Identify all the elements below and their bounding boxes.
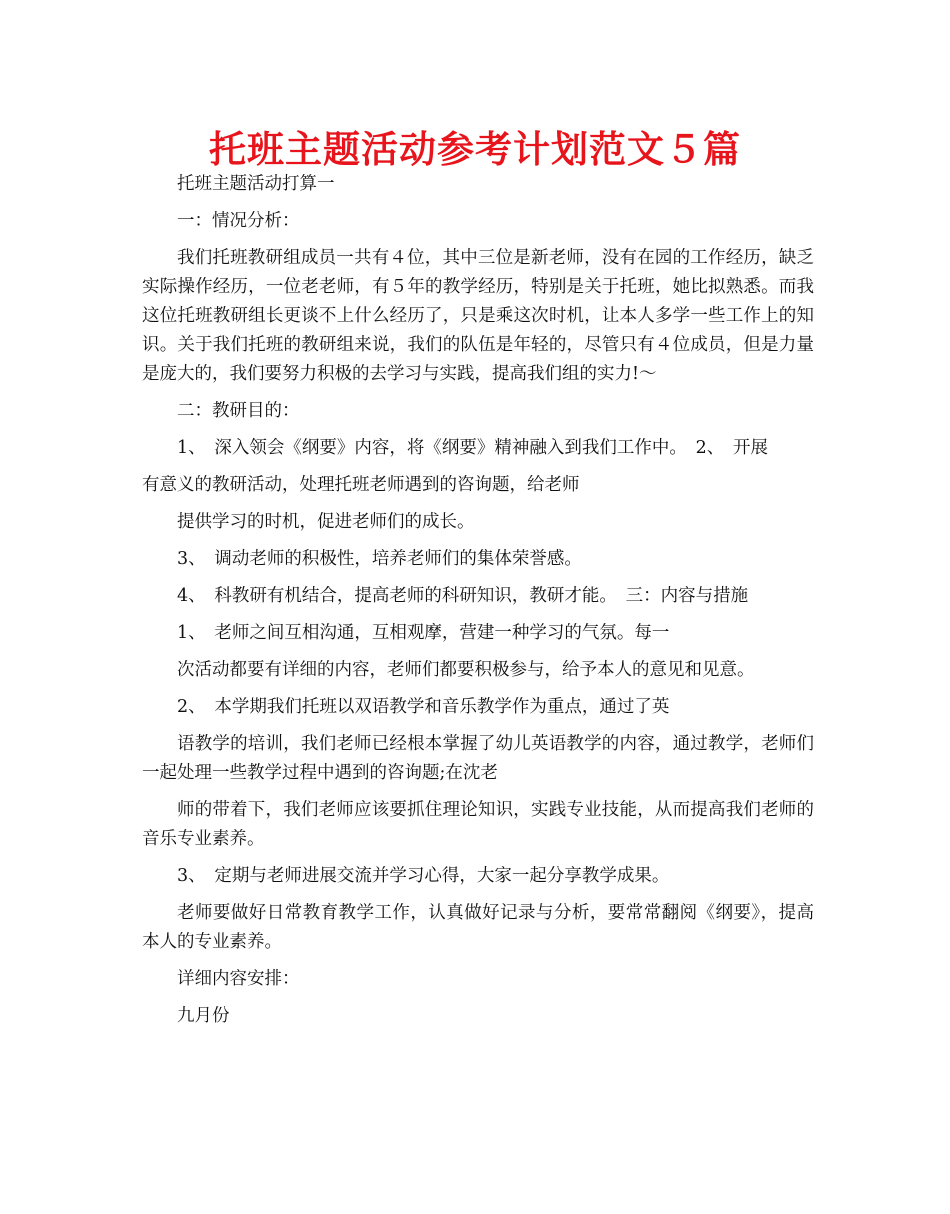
goals-heading: 二：教研目的： — [177, 401, 300, 421]
document-title: 托班主题活动参考计划范文５篇 — [209, 128, 741, 171]
measure-1-line: 1、 老师之间互相沟通，互相观摩，营建一种学习的气氛。每一 — [177, 623, 670, 643]
section-heading: 托班主题活动打算一 — [177, 174, 335, 194]
goal-4-and-measures-heading: 4、 科教研有机结合，提高老师的科研知识，教研才能。 三：内容与措施 — [177, 586, 749, 606]
goal-1-2-line: 1、 深入领会《纲要》内容，将《纲要》精神融入到我们工作中。 2、 开展 — [177, 438, 769, 458]
measure-1-continued: 次活动都要有详细的内容，老师们都要积极参与，给予本人的意见和见意。 — [177, 660, 755, 680]
measure-3-paragraph: 老师要做好日常教育教学工作，认真做好记录与分析，要常常翻阅《纲要》，提高本人的专业素养。 — [142, 903, 814, 952]
measure-3: 3、 定期与老师进展交流并学习心得，大家一起分享教学成果。 — [177, 866, 670, 886]
goal-2-ending: 提供学习的时机，促进老师们的成长。 — [177, 512, 475, 532]
goal-3: 3、 调动老师的积极性，培养老师们的集体荣誉感。 — [177, 549, 582, 569]
goal-2-continued: 有意义的教研活动，处理托班老师遇到的咨询题，给老师 — [142, 475, 580, 495]
month-heading: 九月份 — [177, 1006, 230, 1026]
document-body — [142, 170, 814, 1039]
measure-2-paragraph-b: 师的带着下，我们老师应该要抓住理论知识，实践专业技能，从而提高我们老师的音乐专业素养。 — [142, 800, 814, 849]
measure-2-paragraph-a: 语教学的培训，我们老师已经根本掌握了幼儿英语教学的内容，通过教学，老师们一起处理一些教学过程中遇到的咨询题;在沈老 — [142, 734, 814, 783]
schedule-heading: 详细内容安排： — [177, 969, 300, 989]
analysis-paragraph: 我们托班教研组成员一共有４位，其中三位是新老师，没有在园的工作经历，缺乏实际操作经历，一位老老师，有５年的教学经历，特别是关于托班，她比拟熟悉。而我这位托班教研组长更谈不上什么经历了，只是乘这次时机，让本人多学一些工作上的知识。关于我们托班的教研组来说，我们的队伍是年轻的，尽管只有４位成员，但是力量是庞大的，我们要努力积极的去学习与实践，提高我们组的实力!～ — [142, 248, 814, 384]
measure-2-line: 2、 本学期我们托班以双语教学和音乐教学作为重点，通过了英 — [177, 697, 670, 717]
analysis-heading: 一：情况分析： — [177, 211, 300, 231]
